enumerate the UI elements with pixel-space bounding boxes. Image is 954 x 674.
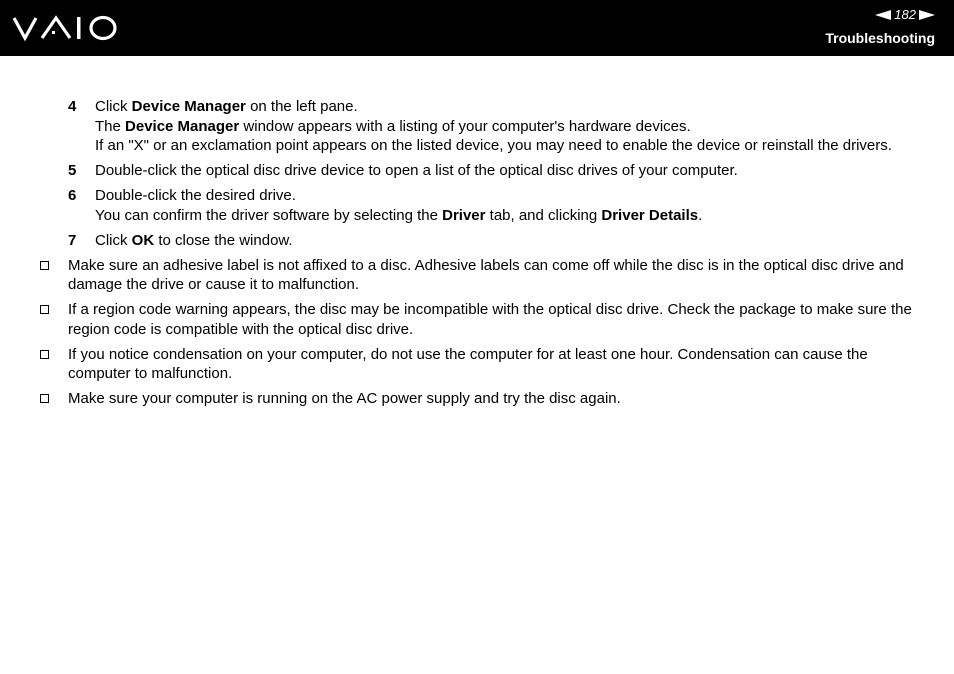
bullet-text: Make sure an adhesive label is not affixed to a disc. Adhesive labels can come off while the disc is in the optical disc drive and damage the drive or cause it to malfunction. bbox=[68, 256, 904, 293]
vaio-logo bbox=[12, 14, 120, 42]
bullet-item bbox=[0, 256, 954, 295]
next-page-arrow-icon[interactable] bbox=[919, 10, 935, 20]
step-line bbox=[95, 231, 914, 251]
bullet-text: If you notice condensation on your computer, do not use the computer for at least one hour. Condensation can cause the computer to malfunction. bbox=[68, 345, 868, 382]
page-navigation bbox=[875, 7, 935, 22]
text-segment: window appears with a listing of your computer's hardware devices. bbox=[239, 117, 691, 135]
step-line bbox=[95, 186, 914, 206]
step-line bbox=[95, 206, 914, 226]
text-segment: Double-click the desired drive. bbox=[95, 187, 296, 204]
text-segment: on the left pane. bbox=[245, 98, 358, 115]
step-line bbox=[95, 161, 914, 181]
step-item bbox=[0, 161, 954, 181]
text-segment: You can confirm the driver software by selecting the bbox=[95, 206, 443, 224]
step-item bbox=[0, 97, 954, 156]
text-segment: Double-click the optical disc drive device to open a list of the optical disc drives of your computer. bbox=[95, 162, 738, 179]
bold-term: Driver bbox=[442, 206, 486, 224]
section-title: Troubleshooting bbox=[825, 30, 935, 46]
step-item bbox=[0, 231, 954, 251]
text-segment: The bbox=[95, 117, 126, 135]
step-number: 6 bbox=[68, 187, 77, 204]
page-number: 182 bbox=[894, 7, 916, 22]
text-segment: tab, and clicking bbox=[485, 206, 602, 224]
text-segment: Click bbox=[95, 231, 132, 249]
page-content bbox=[0, 97, 954, 414]
bullet-item bbox=[0, 389, 954, 409]
bullet-text: Make sure your computer is running on the AC power supply and try the disc again. bbox=[68, 390, 621, 407]
bullet-item bbox=[0, 345, 954, 384]
bold-term: Device Manager bbox=[125, 117, 240, 135]
step-item bbox=[0, 186, 954, 225]
step-line bbox=[95, 117, 914, 137]
checkbox-bullet-icon bbox=[40, 305, 49, 314]
text-segment: Click bbox=[95, 98, 132, 115]
page-header bbox=[0, 0, 954, 56]
checkbox-bullet-icon bbox=[40, 350, 49, 359]
step-number: 5 bbox=[68, 162, 77, 179]
step-line bbox=[95, 97, 914, 117]
step-number: 4 bbox=[68, 98, 77, 115]
bold-term: Driver Details bbox=[601, 206, 699, 224]
bullet-item bbox=[0, 300, 954, 339]
checkbox-bullet-icon bbox=[40, 394, 49, 403]
step-number: 7 bbox=[68, 231, 77, 249]
bold-term: OK bbox=[131, 231, 155, 249]
previous-page-arrow-icon[interactable] bbox=[875, 10, 891, 20]
text-segment: to close the window. bbox=[154, 231, 293, 249]
bold-term: Device Manager bbox=[131, 98, 246, 115]
step-line bbox=[95, 136, 914, 156]
checkbox-bullet-icon bbox=[40, 261, 49, 270]
text-segment: . bbox=[698, 206, 703, 224]
text-segment: If an "X" or an exclamation point appears on the listed device, you may need to enable the device or reinstall the drivers. bbox=[95, 137, 892, 154]
bullet-text: If a region code warning appears, the disc may be incompatible with the optical disc drive. Check the package to make sure the region code is compatible with the optical disc drive. bbox=[68, 301, 912, 338]
